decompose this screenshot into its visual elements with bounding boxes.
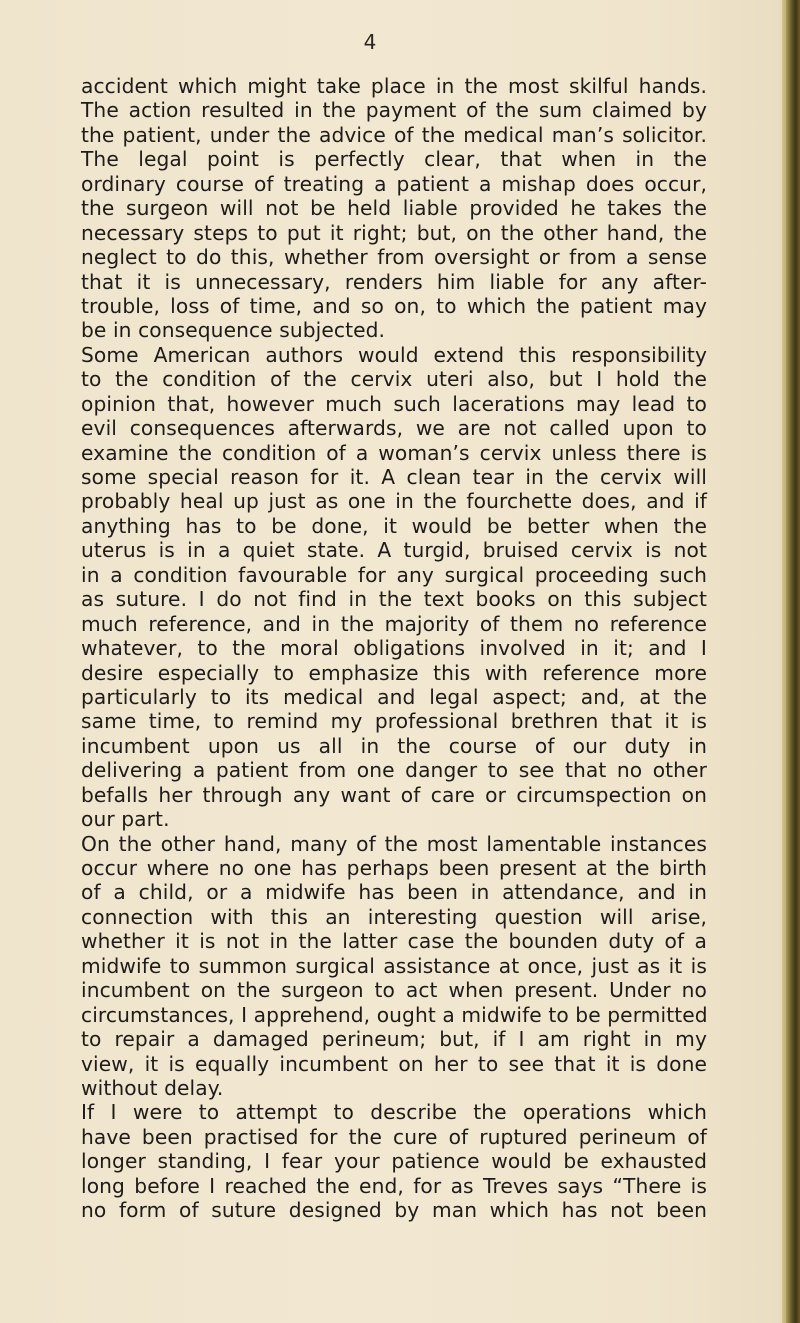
body-text	[81, 74, 707, 1223]
text-line: circumstances, I apprehend, ought a midwife to be permitted	[81, 1002, 708, 1027]
text-line: without delay.	[81, 1075, 224, 1100]
text-line: examine the condition of a woman’s cervix unless there is	[81, 440, 707, 465]
text-line: The action resulted in the payment of the sum claimed by	[81, 98, 707, 123]
text-line: whatever, to the moral obligations involved in it; and I	[81, 636, 707, 661]
text-line: befalls her through any want of care or circumspection on	[81, 782, 707, 807]
text-line: to the condition of the cervix uteri also, but I hold the	[81, 367, 707, 392]
text-line: delivering a patient from one danger to see that no other	[81, 758, 707, 783]
text-line: the surgeon will not be held liable provided he takes the	[81, 196, 707, 221]
text-line: incumbent on the surgeon to act when present. Under no	[81, 978, 707, 1003]
text-line: that it is unnecessary, renders him liable for any after-	[81, 269, 707, 294]
text-line: neglect to do this, whether from oversight or from a sense	[81, 245, 707, 270]
text-line: midwife to summon surgical assistance at once, just as it is	[81, 953, 707, 978]
text-line: opinion that, however much such lacerations may lead to	[81, 391, 707, 416]
text-line: evil consequences afterwards, we are not called upon to	[81, 416, 707, 441]
text-line: particularly to its medical and legal aspect; and, at the	[81, 684, 707, 709]
text-line: have been practised for the cure of ruptured perineum of	[81, 1124, 707, 1149]
text-line: ordinary course of treating a patient a mishap does occur,	[81, 171, 707, 196]
text-line: long before I reached the end, for as Treves says “There is	[81, 1173, 707, 1198]
text-line: On the other hand, many of the most lamentable instances	[81, 831, 707, 856]
text-line: If I were to attempt to describe the operations which	[81, 1100, 707, 1125]
text-line: anything has to be done, it would be better when the	[81, 513, 707, 538]
text-line: some special reason for it. A clean tear in the cervix will	[81, 465, 707, 489]
text-line: our part.	[81, 807, 170, 832]
text-line: view, it is equally incumbent on her to see that it is done	[81, 1051, 707, 1076]
text-line: The legal point is perfectly clear, that when in the	[81, 147, 707, 172]
text-line: accident which might take place in the most skilful hands.	[81, 74, 707, 98]
text-line: connection with this an interesting question will arise,	[81, 904, 707, 929]
text-line: longer standing, I fear your patience would be exhausted	[81, 1149, 707, 1174]
text-line: uterus is in a quiet state. A turgid, bruised cervix is not	[81, 538, 707, 563]
text-line: trouble, loss of time, and so on, to which the patient may	[81, 293, 707, 318]
text-line: no form of suture designed by man which has not been	[81, 1198, 707, 1223]
text-line: Some American authors would extend this responsibility	[81, 342, 707, 367]
page-edge-highlight	[780, 0, 786, 1323]
text-line: desire especially to emphasize this with reference more	[81, 660, 707, 685]
text-line: the patient, under the advice of the medical man’s solicitor.	[81, 122, 707, 147]
text-line: in a condition favourable for any surgical proceeding such	[81, 562, 707, 587]
text-line: same time, to remind my professional brethren that it is	[81, 709, 707, 734]
text-line: of a child, or a midwife has been in attendance, and in	[81, 880, 707, 905]
text-line: be in consequence subjected.	[81, 318, 386, 343]
text-line: much reference, and in the majority of them no reference	[81, 611, 707, 636]
text-line: necessary steps to put it right; but, on the other hand, the	[81, 220, 707, 245]
text-line: as suture. I do not find in the text books on this subject	[81, 587, 707, 612]
text-line: occur where no one has perhaps been present at the birth	[81, 856, 707, 880]
page-number: 4	[363, 30, 377, 54]
text-line: probably heal up just as one in the fourchette does, and if	[81, 489, 707, 514]
text-line: incumbent upon us all in the course of our duty in	[81, 733, 707, 758]
text-line: whether it is not in the latter case the bounden duty of a	[81, 929, 707, 954]
text-line: to repair a damaged perineum; but, if I am right in my	[81, 1027, 707, 1052]
